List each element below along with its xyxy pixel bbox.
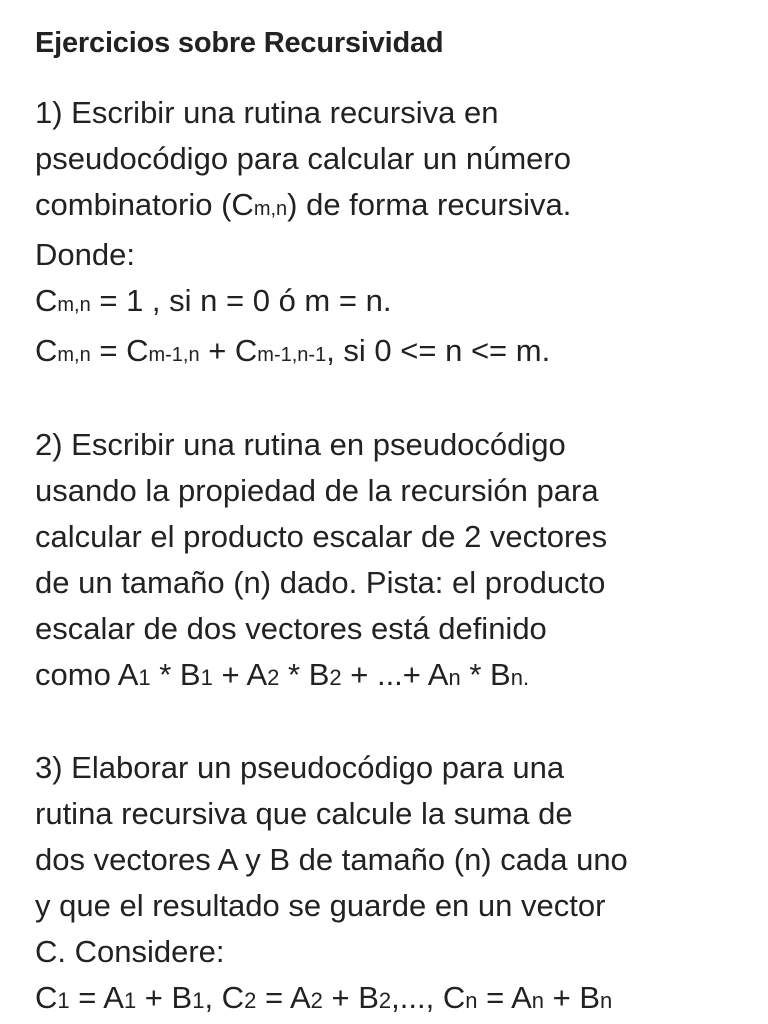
spacer — [35, 378, 745, 422]
spacer — [35, 701, 745, 745]
exercise-1-line-3 — [35, 182, 745, 232]
text: ,..., C — [391, 980, 466, 1015]
text: , C — [204, 980, 245, 1015]
exercise-2-line-2: usando la propiedad de la recursión para — [35, 473, 599, 508]
text: * B — [279, 657, 330, 692]
exercise-3 — [35, 745, 745, 1024]
subscript: 1 — [57, 988, 70, 1013]
subscript: n — [465, 988, 478, 1013]
subscript: 2 — [310, 988, 323, 1013]
text: + A — [212, 657, 268, 692]
text: = A — [256, 980, 311, 1015]
text: C — [35, 980, 58, 1015]
subscript: 1 — [192, 988, 205, 1013]
exercise-3-line-1: 3) Elaborar un pseudocódigo para una — [35, 750, 565, 785]
subscript: m-1,n-1 — [257, 344, 327, 366]
text: + B — [544, 980, 601, 1015]
text: * B — [150, 657, 201, 692]
exercise-3-line-3: dos vectores A y B de tamaño (n) cada uno — [35, 842, 628, 877]
text: combinatorio (C — [35, 187, 254, 222]
text: = A — [69, 980, 124, 1015]
exercise-1-line-1: 1) Escribir una rutina recursiva en — [35, 95, 499, 130]
subscript: m,n — [253, 198, 288, 220]
text: + C — [199, 333, 258, 368]
text: = C — [90, 333, 149, 368]
text: ) de forma recursiva. — [287, 187, 572, 222]
text: * B — [460, 657, 511, 692]
subscript: m,n — [57, 344, 91, 366]
subscript: 2 — [329, 665, 342, 690]
subscript: 1 — [200, 665, 213, 690]
text: C — [35, 283, 58, 318]
subscript: n — [448, 665, 461, 690]
subscript: n. — [510, 665, 530, 690]
document-page — [35, 20, 745, 1024]
text: = A — [477, 980, 532, 1015]
subscript: m,n — [57, 294, 91, 316]
exercise-2-line-1: 2) Escribir una rutina en pseudocódigo — [35, 427, 566, 462]
text: C — [35, 333, 58, 368]
text: + B — [322, 980, 379, 1015]
exercise-3-line-2: rutina recursiva que calcule la suma de — [35, 796, 573, 831]
exercise-3-formula — [35, 975, 745, 1024]
exercise-3-line-4: y que el resultado se guarde en un vector — [35, 888, 606, 923]
text: + B — [136, 980, 193, 1015]
exercise-1 — [35, 90, 745, 378]
exercise-1-line-4: Donde: — [35, 237, 135, 272]
subscript: n — [600, 988, 613, 1013]
exercise-1-formula-2 — [35, 328, 745, 378]
exercise-2-formula — [35, 652, 745, 701]
exercise-2-line-4: de un tamaño (n) dado. Pista: el producto — [35, 565, 606, 600]
exercise-3-line-5: C. Considere: — [35, 934, 225, 969]
exercise-1-line-2: pseudocódigo para calcular un número — [35, 141, 571, 176]
text: como A — [35, 657, 139, 692]
subscript: 1 — [123, 988, 137, 1013]
exercise-1-formula-1 — [35, 278, 745, 328]
text: + ...+ A — [341, 657, 449, 692]
text: , si 0 <= n <= m. — [326, 333, 551, 368]
subscript: m-1,n — [148, 344, 200, 366]
subscript: n — [531, 988, 545, 1013]
exercise-2-line-5: escalar de dos vectores está definido — [35, 611, 547, 646]
subscript: 2 — [378, 988, 392, 1013]
subscript: 2 — [267, 665, 280, 690]
subscript: 2 — [244, 988, 257, 1013]
document-title: Ejercicios sobre Recursividad — [35, 27, 444, 59]
exercise-2 — [35, 422, 745, 701]
exercise-2-line-3: calcular el producto escalar de 2 vectores — [35, 519, 608, 554]
subscript: 1 — [138, 665, 151, 690]
text: = 1 , si n = 0 ó m = n. — [90, 283, 392, 318]
